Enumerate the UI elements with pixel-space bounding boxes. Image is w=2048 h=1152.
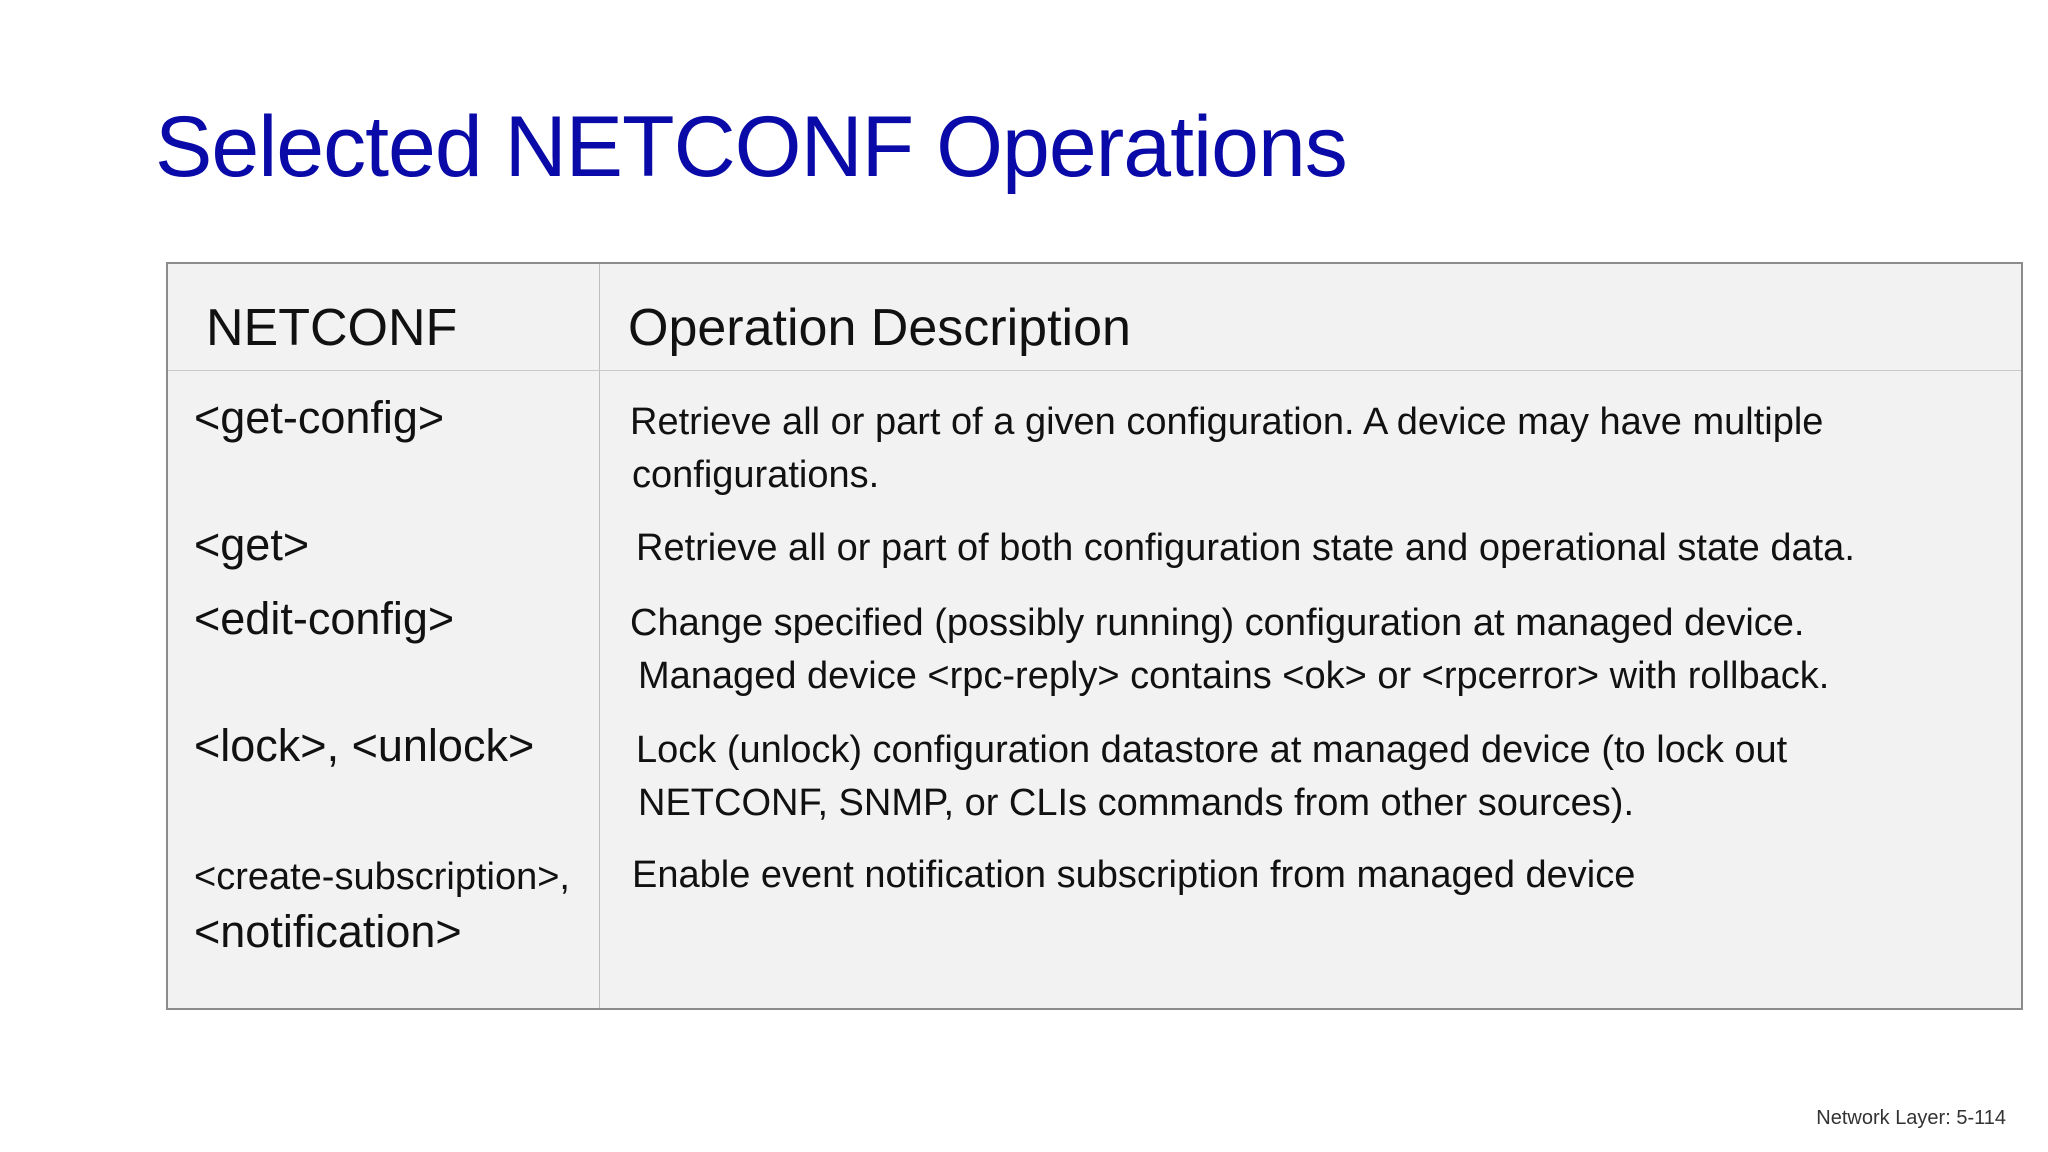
desc-line: NETCONF, SNMP, or CLIs commands from other sources). [638, 782, 1634, 824]
op-get [194, 516, 309, 574]
desc-line: Managed device <rpc-reply> contains <ok> or <rpcerror> with rollback. [638, 655, 1830, 697]
desc-line: Lock (unlock) configuration datastore at managed device (to lock out [636, 729, 1788, 771]
desc-line: configurations. [632, 454, 880, 496]
op-label: <notification> [194, 906, 462, 957]
op-label: <lock>, <unlock> [194, 720, 535, 771]
page-title: Selected NETCONF Operations [155, 99, 1347, 195]
desc-edit-config [630, 597, 1829, 703]
desc-line: Retrieve all or part of a given configuration. A device may have multiple [630, 401, 1824, 443]
desc-line: Enable event notification subscription from managed device [632, 854, 1636, 896]
desc-get-config [630, 396, 1823, 502]
op-create-subscription [194, 852, 570, 962]
op-label: <get-config> [194, 392, 445, 443]
desc-get [636, 522, 1855, 575]
operations-table [166, 262, 2023, 1010]
header-netconf: NETCONF [206, 299, 458, 357]
op-lock-unlock [194, 717, 534, 775]
header-operation-description: Operation Description [628, 299, 1131, 357]
column-divider [599, 264, 600, 1008]
desc-line: Retrieve all or part of both configuration state and operational state data. [636, 527, 1855, 569]
desc-create-subscription [632, 849, 1635, 902]
desc-lock-unlock [636, 724, 1787, 830]
op-get-config [194, 389, 444, 447]
slide-footer: Network Layer: 5-114 [1816, 1107, 2006, 1129]
desc-line: Change specified (possibly running) configuration at managed device. [630, 602, 1805, 644]
op-label: <create-subscription>, [194, 856, 570, 898]
op-edit-config [194, 590, 454, 648]
op-label: <get> [194, 519, 310, 570]
header-divider [168, 370, 2021, 371]
op-label: <edit-config> [194, 593, 455, 644]
